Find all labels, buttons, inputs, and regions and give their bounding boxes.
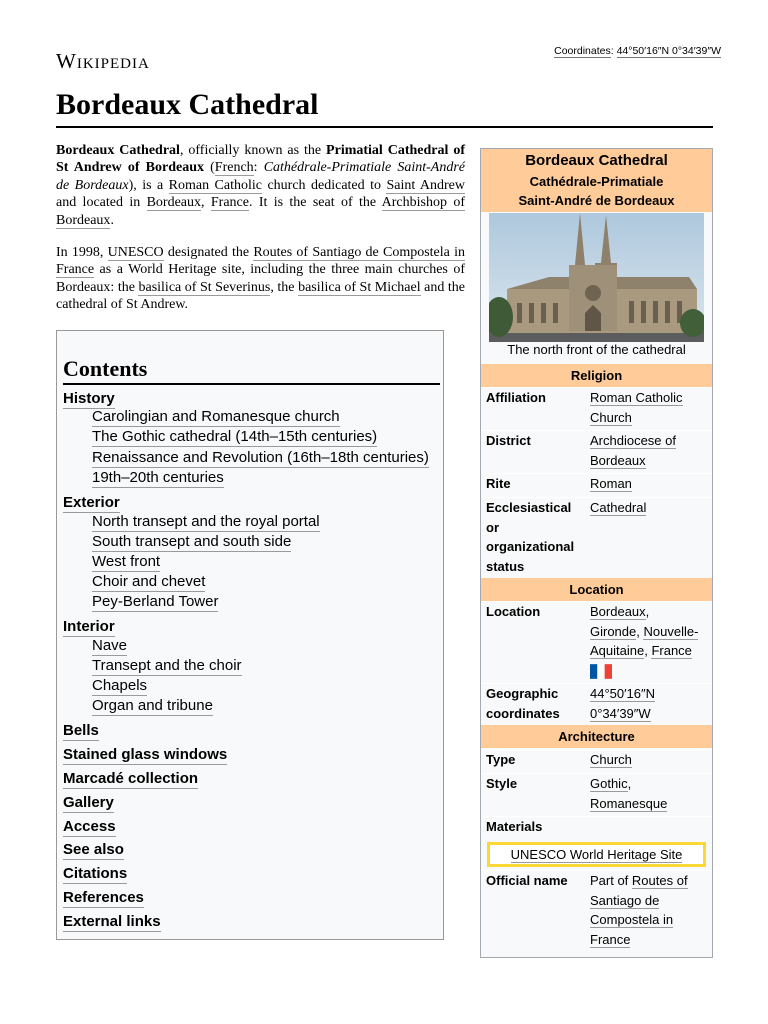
district-label: District: [486, 433, 531, 448]
type-value: [590, 750, 708, 770]
location-label: Location: [486, 604, 541, 619]
toc-item[interactable]: Carolingian and Romanesque church: [92, 408, 340, 425]
link-routes-santiago[interactable]: Compostela in: [590, 912, 674, 927]
lead-text: :: [253, 160, 264, 176]
affiliation-label: Affiliation: [486, 390, 546, 405]
link-routes-santiago[interactable]: Routes of: [631, 873, 688, 888]
toc-item[interactable]: The Gothic cathedral (14th–15th centuries): [92, 428, 378, 445]
coordinates-label-link[interactable]: Coordinates: [554, 45, 611, 57]
infobox-row-type: [481, 749, 712, 767]
france-flag-icon: [590, 664, 612, 679]
lead-text: , the: [270, 279, 299, 295]
toc-divider: [63, 383, 440, 385]
infobox: [480, 148, 713, 958]
ecclesiastical-label: [486, 498, 584, 576]
link-cathedral[interactable]: Cathedral: [590, 500, 647, 515]
lead-paragraph-2: [56, 244, 465, 314]
link-routes-santiago[interactable]: Santiago de: [590, 892, 660, 908]
label-line: Ecclesiastical: [486, 500, 572, 515]
infobox-row-official-name: [481, 870, 712, 947]
toc-item[interactable]: Marcadé collection: [63, 770, 199, 787]
lead-bold-official: Primatial Cathedral of St Andrew of Bordeaux: [56, 143, 465, 176]
infobox-header: [481, 149, 712, 212]
link-france[interactable]: France: [651, 643, 692, 658]
lead-text: as a World Heritage site, including the three main churches of Bordeaux: the: [56, 262, 465, 295]
link-roman-catholic-church[interactable]: Roman Catholic: [590, 390, 683, 405]
link-roman-catholic-church[interactable]: Church: [590, 409, 632, 425]
link-bordeaux[interactable]: Bordeaux: [146, 195, 202, 211]
district-value: [590, 431, 708, 470]
toc-item[interactable]: Organ and tribune: [92, 697, 213, 714]
toc-item[interactable]: References: [63, 889, 144, 906]
infobox-row-materials: [481, 816, 712, 834]
lead-text: (: [204, 160, 215, 176]
toc-item[interactable]: North transept and the royal portal: [92, 513, 320, 530]
lead-text: In 1998,: [56, 245, 108, 260]
link-gothic[interactable]: Gothic: [590, 776, 628, 791]
infobox-row-district: [481, 430, 712, 468]
toc-item[interactable]: Citations: [63, 865, 128, 882]
link-gironde[interactable]: Gironde: [590, 623, 637, 639]
value-text: Part of: [590, 873, 629, 888]
toc-item[interactable]: West front: [92, 553, 161, 570]
toc-title: Contents: [63, 356, 148, 381]
link-bordeaux[interactable]: Bordeaux: [590, 604, 646, 619]
lead-text: designated the: [163, 245, 254, 260]
lead-french-name: Cathédrale-Primatiale Saint-André de Bordeaux: [56, 160, 465, 193]
link-archbishop[interactable]: Archbishop of Bordeaux: [56, 195, 465, 228]
infobox-row-affiliation: [481, 387, 712, 425]
cathedral-photo[interactable]: [489, 213, 704, 342]
link-routes-santiago[interactable]: France: [590, 931, 631, 947]
infobox-native-name: Cathédrale-Primatiale: [529, 174, 664, 189]
infobox-section-religion: Religion: [481, 364, 712, 387]
lead-bold-name: Bordeaux Cathedral: [56, 143, 180, 158]
link-unesco[interactable]: UNESCO: [107, 245, 164, 260]
coordinates-header: Coordinates: 44°50′16″N 0°34′39″W: [554, 45, 721, 57]
location-value: Bordeaux, Gironde, Nouvelle- Aquitaine, France: [590, 602, 708, 680]
toc-item[interactable]: Bells: [63, 722, 99, 739]
official-name-value: [590, 871, 708, 949]
type-label: Type: [486, 752, 516, 767]
toc-item[interactable]: Nave: [92, 637, 128, 654]
toc-item[interactable]: South transept and south side: [92, 533, 292, 550]
link-archdiocese[interactable]: Archdiocese of: [590, 433, 676, 448]
rite-value: [590, 474, 708, 494]
style-value: Gothic, Romanesque: [590, 776, 668, 811]
link-routes-santiago[interactable]: Routes of Santiago de Compostela in France: [56, 245, 465, 278]
link-france[interactable]: France: [210, 195, 249, 211]
label-line: or: [486, 519, 499, 535]
link-nouvelle-aquitaine[interactable]: Aquitaine: [590, 643, 645, 658]
link-saint-andrew[interactable]: Saint Andrew: [386, 177, 465, 193]
lead-paragraph-1: [56, 142, 465, 229]
coordinates-label: [486, 684, 584, 723]
infobox-row-rite: [481, 473, 712, 491]
link-archdiocese[interactable]: Bordeaux: [590, 452, 646, 468]
label-line: status: [486, 558, 525, 574]
lead-text: . It is the seat of the: [248, 195, 382, 211]
link-roman-rite[interactable]: Roman: [590, 476, 632, 491]
link-coordinates[interactable]: 0°34′39″W: [590, 705, 651, 721]
toc-item[interactable]: 19th–20th centuries: [92, 469, 224, 486]
world-heritage-site-banner: [487, 842, 706, 867]
toc-item[interactable]: History: [63, 390, 115, 407]
infobox-caption: The north front of the cathedral: [507, 342, 686, 357]
link-st-michael[interactable]: basilica of St Michael: [298, 279, 421, 295]
wikipedia-logo[interactable]: Wikipedia: [56, 49, 150, 73]
toc-item[interactable]: Exterior: [63, 494, 120, 511]
page-title: Bordeaux Cathedral: [56, 88, 319, 121]
label-line: Geographic: [486, 686, 559, 701]
infobox-row-location: [481, 601, 712, 658]
toc-item[interactable]: Renaissance and Revolution (16th–18th centuries): [92, 449, 429, 466]
toc-item[interactable]: Gallery: [63, 794, 114, 811]
link-unesco-whs[interactable]: UNESCO World Heritage Site: [510, 847, 683, 862]
official-name-label: Official name: [486, 873, 568, 888]
title-divider: [56, 126, 713, 128]
ecclesiastical-value: [590, 498, 708, 518]
lead-text: .: [110, 212, 114, 228]
link-french[interactable]: French: [214, 160, 254, 176]
infobox-title: Bordeaux Cathedral: [525, 152, 668, 169]
label-line: organizational: [486, 539, 575, 554]
toc-item[interactable]: See also: [63, 841, 124, 858]
toc-item[interactable]: External links: [63, 913, 161, 930]
toc-item[interactable]: Interior: [63, 618, 115, 635]
style-label: Style: [486, 776, 518, 791]
lead-text: and the cathedral of St Andrew.: [56, 279, 466, 313]
table-of-contents: [56, 330, 444, 940]
toc-item[interactable]: Access: [63, 818, 116, 835]
infobox-section-architecture: Architecture: [481, 725, 712, 748]
toc-item[interactable]: Transept and the choir: [92, 657, 242, 674]
infobox-row-ecclesiastical: [481, 497, 712, 574]
infobox-native-name: Saint-André de Bordeaux: [518, 193, 675, 208]
lead-text: ,: [201, 195, 211, 211]
lead-text: , officially known as the: [179, 143, 327, 158]
toc-item[interactable]: Chapels: [92, 677, 148, 694]
link-st-severinus[interactable]: basilica of St Severinus: [138, 279, 271, 295]
toc-item[interactable]: Stained glass windows: [63, 746, 228, 763]
infobox-row-coordinates: [481, 683, 712, 721]
coordinates-value-link[interactable]: 44°50′16″N 0°34′39″W: [616, 45, 721, 57]
infobox-row-style: [481, 773, 712, 811]
infobox-section-location: Location: [481, 578, 712, 601]
lead-text: church dedicated to: [262, 177, 387, 193]
rite-label: Rite: [486, 476, 511, 491]
lead-text: ), is a: [128, 177, 169, 193]
toc-item[interactable]: Pey-Berland Tower: [92, 593, 219, 610]
link-nouvelle-aquitaine[interactable]: Nouvelle-: [643, 623, 699, 639]
label-line: coordinates: [486, 705, 560, 721]
link-roman-catholic[interactable]: Roman Catholic: [168, 177, 262, 193]
link-church[interactable]: Church: [590, 752, 632, 767]
link-romanesque[interactable]: Romanesque: [590, 795, 668, 811]
materials-label: Materials: [486, 819, 543, 834]
lead-text: and located in: [56, 195, 147, 211]
link-coordinates[interactable]: 44°50′16″N: [590, 686, 656, 701]
coordinates-value: [590, 684, 708, 723]
affiliation-value: [590, 388, 708, 427]
toc-item[interactable]: Choir and chevet: [92, 573, 206, 590]
